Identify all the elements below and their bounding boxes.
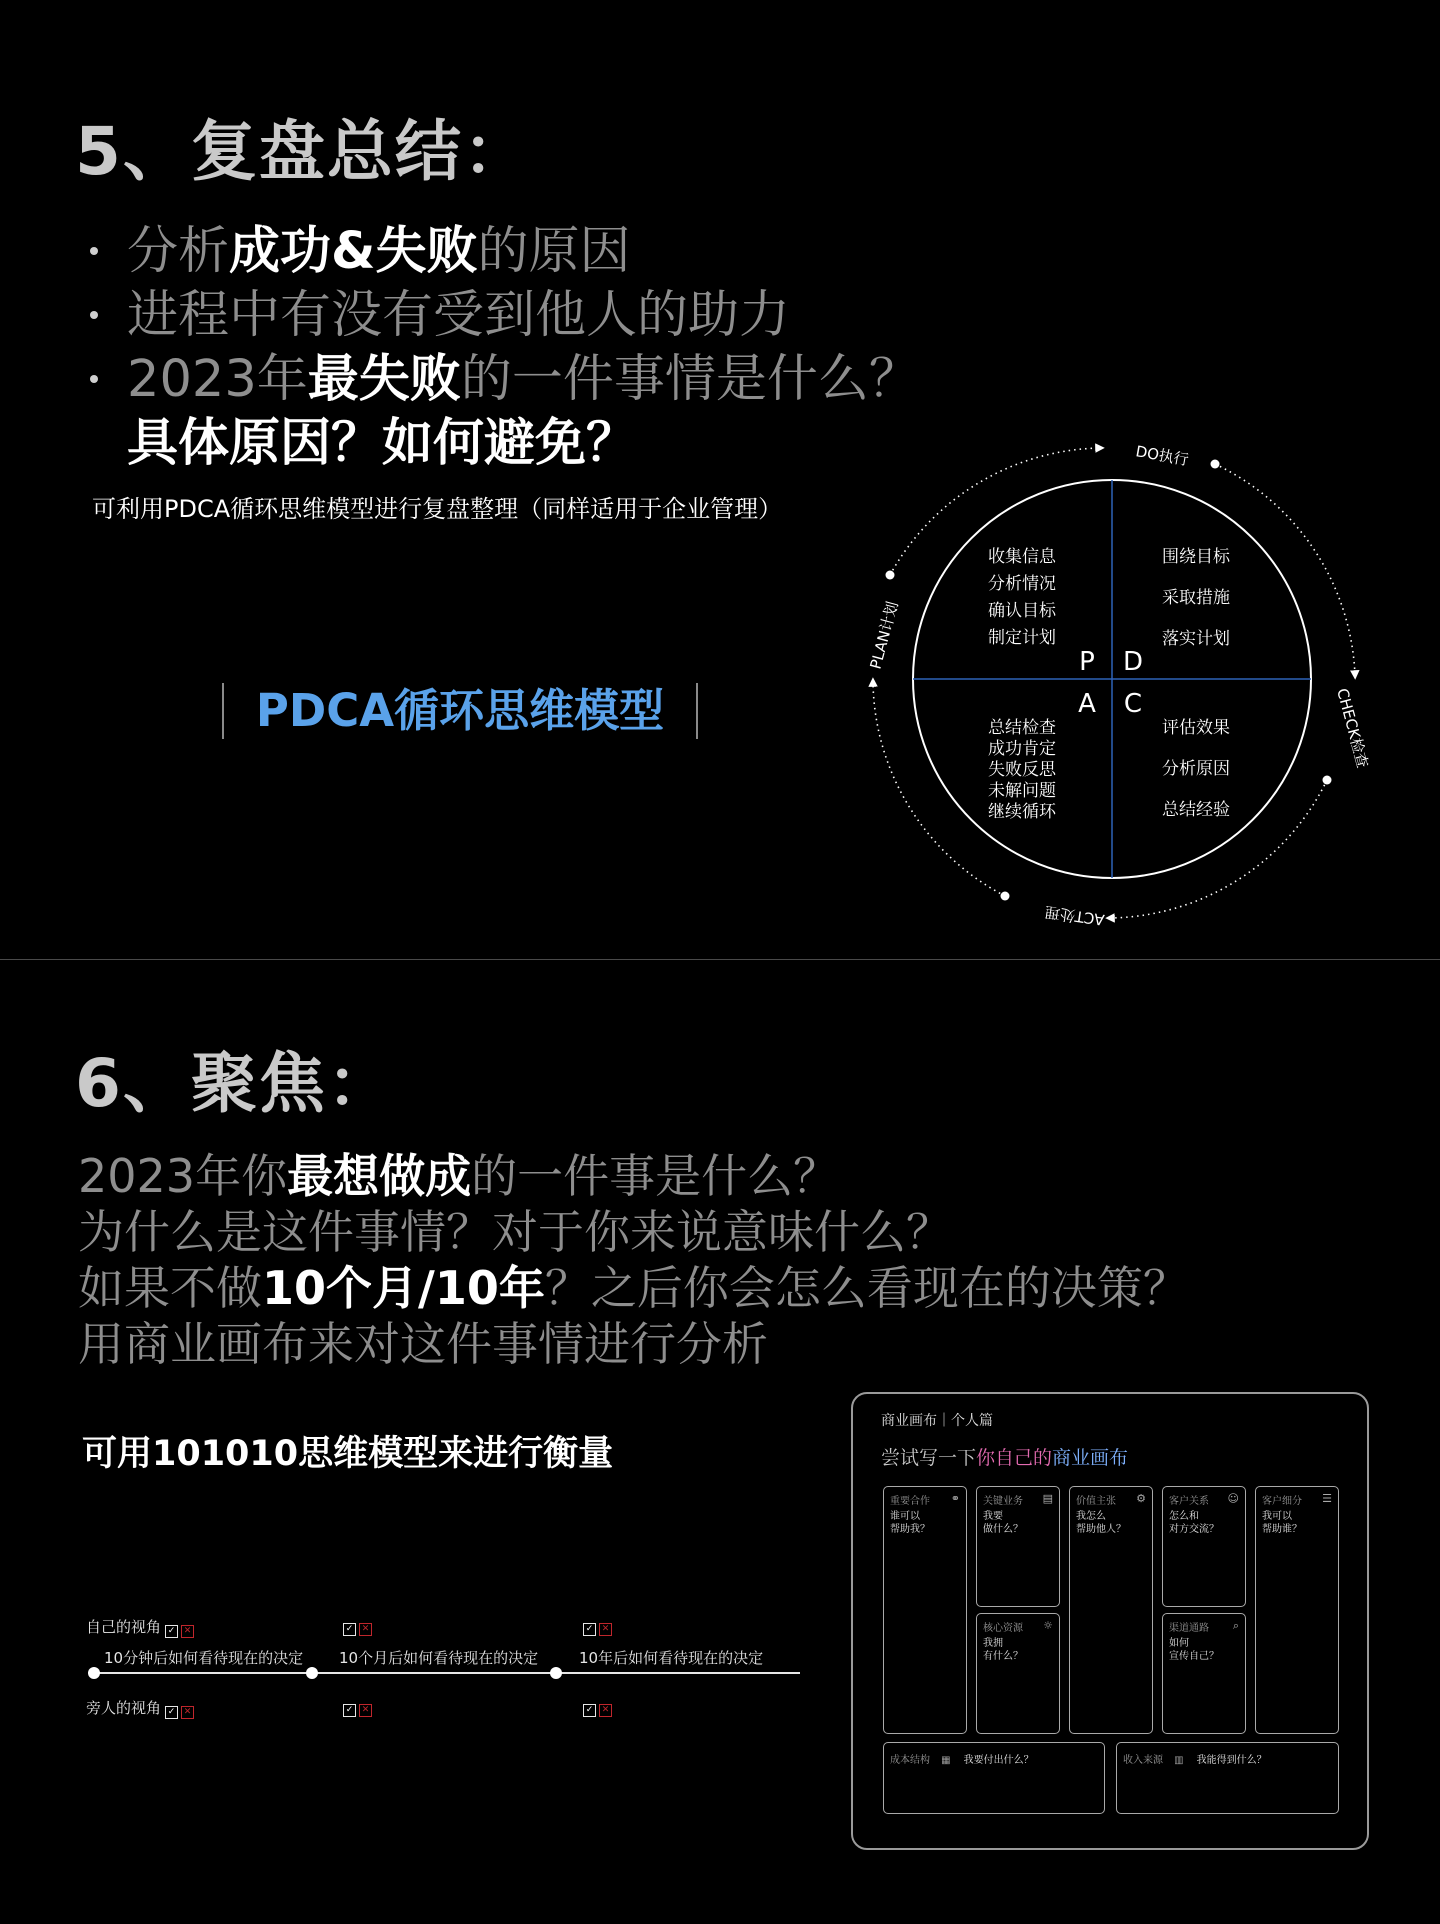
other-view-label: 旁人的视角 ✓ ✕ (86, 1697, 194, 1719)
timeline-10-minutes: 10分钟后如何看待现在的决定 (104, 1649, 304, 1667)
bullet-text: 2023年 (127, 350, 308, 409)
pdca-item: 成功肯定 (988, 739, 1056, 759)
arc-dot (1001, 892, 1010, 901)
canvas-cell-key-activities: 关键业务 ▤ 我要 做什么？ (976, 1486, 1060, 1607)
canvas-title: 尝试写一下你自己的商业画布 (881, 1447, 1129, 1469)
person-icon: ☺ (1227, 1492, 1239, 1505)
timeline-10-months: 10个月后如何看待现在的决定 (339, 1649, 539, 1667)
arc-dot (886, 571, 895, 580)
checkbox-pair (579, 1697, 612, 1717)
canvas-cell-value-proposition: 价值主张 ⚙ 我怎么 帮助他人？ (1069, 1486, 1153, 1734)
timeline-dot (550, 1667, 562, 1679)
review-bullet-list (85, 220, 920, 476)
question-line: 用商业画布来对这件事情进行分析 (78, 1317, 768, 1371)
act-arc (873, 682, 1005, 896)
checkbox-pair (579, 1616, 612, 1636)
check-icon: ✓ (583, 1704, 596, 1717)
pdca-item: 总结检查 (988, 718, 1056, 738)
focus-question-list (78, 1148, 1189, 1372)
pdca-item: 分析原因 (1162, 759, 1230, 779)
section-divider (0, 959, 1440, 960)
timeline-10-years: 10年后如何看待现在的决定 (579, 1649, 764, 1667)
canvas-cell-cost-structure: 成本结构 ▦ 我要付出什么？ (883, 1742, 1105, 1814)
pdca-item: 确认目标 (988, 601, 1056, 621)
bullet-emphasis: 具体原因？如何避免？ (127, 414, 638, 473)
pdca-item: 采取措施 (1162, 588, 1230, 608)
checkbox-pair (339, 1616, 372, 1636)
bullet-dot (90, 311, 98, 319)
canvas-cell-customer-relations: 客户关系 ☺ 怎么和 对方交流？ (1162, 1486, 1246, 1607)
check-icon: ✓ (165, 1706, 178, 1719)
receipt-icon: ▦ (941, 1755, 951, 1766)
pdca-cycle-diagram (855, 420, 1375, 930)
letter-p: P (1079, 647, 1095, 677)
101010-tip: 可用101010思维模型来进行衡量 (82, 1434, 614, 1474)
bullet-text: 分析 (127, 222, 230, 281)
check-items (1162, 718, 1230, 820)
check-icon: ✓ (343, 1704, 356, 1717)
own-view-label: 自己的视角 ✓ ✕ (86, 1616, 194, 1638)
check-icon: ✓ (165, 1625, 178, 1638)
handshake-icon: ⚭ (950, 1492, 960, 1505)
timeline-dot (306, 1667, 318, 1679)
bullet-item (85, 220, 920, 284)
bullet-text: 的一件事情是什么？ (460, 350, 920, 409)
pdca-model-title (222, 683, 698, 739)
timeline-line (90, 1672, 800, 1674)
bullet-item (85, 284, 920, 348)
do-items (1162, 547, 1231, 649)
do-arc (1215, 464, 1355, 675)
plan-label: PLAN计划 (866, 599, 902, 672)
timeline-dot (88, 1667, 100, 1679)
question-line: 2023年你最想做成的一件事是什么？ (78, 1149, 840, 1203)
pdca-model-title-text: PDCA循环思维模型 (255, 684, 665, 737)
sun-icon: ☼ (1043, 1619, 1053, 1632)
question-line: 为什么是这件事情？对于你来说意味什么？ (78, 1205, 952, 1259)
pdca-item: 未解问题 (988, 781, 1056, 801)
pdca-item: 收集信息 (988, 547, 1056, 567)
bullet-text: 进程中有没有受到他人的助力 (127, 286, 791, 345)
section-6-heading: 6、聚焦： (75, 1045, 395, 1122)
pdca-item: 继续循环 (988, 802, 1056, 822)
pdca-item: 失败反思 (988, 760, 1056, 780)
bullet-text: 的原因 (477, 222, 631, 281)
bullet-dot (90, 247, 98, 255)
bullet-item (85, 348, 920, 412)
pdca-item: 围绕目标 (1162, 547, 1230, 567)
bullet-emphasis: 最失败 (307, 350, 461, 409)
canvas-cell-key-resources: 核心资源 ☼ 我拥 有什么？ (976, 1613, 1060, 1734)
canvas-header: 商业画布｜个人篇 (881, 1413, 993, 1429)
pdca-item: 分析情况 (988, 574, 1056, 594)
pdca-note: 可利用PDCA循环思维模型进行复盘整理（同样适用于企业管理） (92, 495, 783, 523)
plan-items (988, 547, 1057, 648)
canvas-cell-channels: 渠道通路 ⌕ 如何 宣传自己？ (1162, 1613, 1246, 1734)
cross-icon: ✕ (359, 1623, 372, 1636)
act-label: ACT处理 (1043, 902, 1106, 929)
bullet-dot (90, 375, 98, 383)
canvas-cell-revenue-streams: 收入来源 ▥ 我能得到什么？ (1116, 1742, 1339, 1814)
coin-icon: ▥ (1174, 1755, 1184, 1766)
arc-dot (1211, 460, 1220, 469)
cross-icon: ✕ (359, 1704, 372, 1717)
arc-dot (1323, 776, 1332, 785)
check-icon: ✓ (343, 1623, 356, 1636)
canvas-cell-key-partners: 重要合作 ⚭ 谁可以 帮助我？ (883, 1486, 967, 1734)
do-label: DO执行 (1134, 442, 1190, 470)
letter-a: A (1078, 689, 1096, 719)
check-icon: ✓ (583, 1623, 596, 1636)
magnifier-icon: ⌕ (1232, 1619, 1239, 1632)
list-icon: ▤ (1042, 1492, 1053, 1505)
cross-icon: ✕ (181, 1625, 194, 1638)
bullet-item-continuation (85, 412, 920, 476)
canvas-cell-customer-segments: 客户细分 ☰ 我可以 帮助谁？ (1255, 1486, 1339, 1734)
checkbox-pair (339, 1697, 372, 1717)
cross-icon: ✕ (181, 1706, 194, 1719)
pdca-item: 总结经验 (1162, 800, 1230, 820)
cross-icon: ✕ (599, 1623, 612, 1636)
question-line: 如果不做10个月/10年？之后你会怎么看现在的决策？ (78, 1261, 1189, 1315)
section-5-heading: 5、复盘总结： (75, 113, 531, 190)
cross-icon: ✕ (599, 1704, 612, 1717)
letter-c: C (1123, 689, 1143, 719)
pdca-item: 落实计划 (1162, 629, 1230, 649)
pdca-item: 评估效果 (1162, 718, 1230, 738)
letter-d: D (1122, 647, 1144, 677)
gear-icon: ⚙ (1136, 1492, 1146, 1505)
bullet-emphasis: 成功&失败 (229, 222, 478, 281)
pdca-item: 制定计划 (988, 628, 1056, 648)
check-label: CHECK检查 (1333, 686, 1372, 770)
list-icon: ☰ (1322, 1492, 1332, 1505)
act-items (988, 718, 1057, 822)
